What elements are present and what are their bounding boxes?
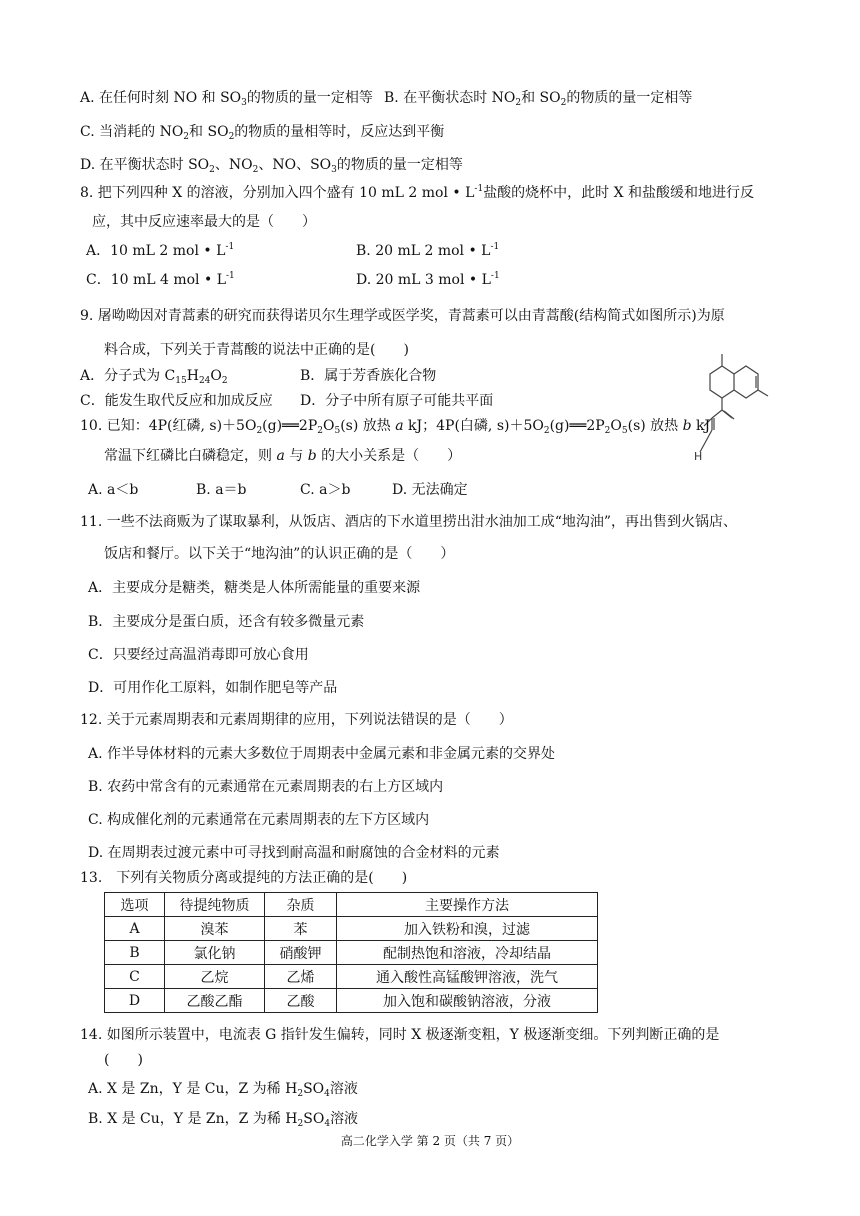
table-header-row bbox=[105, 893, 598, 917]
q10-option-d: D. 无法确定 bbox=[392, 482, 468, 498]
q11-stem: 11. 一些不法商贩为了谋取暴利，从饭店、酒店的下水道里捞出泔水油加工成“地沟油”，再出售到火锅店、 bbox=[80, 514, 738, 530]
table-cell: 苯 bbox=[265, 917, 337, 941]
table-cell: 加入饱和碳酸钠溶液，分液 bbox=[337, 989, 598, 1013]
table-row bbox=[105, 989, 598, 1013]
structure-h-label: H bbox=[694, 450, 703, 463]
q9-stem-cont: 料合成，下列关于青蒿酸的说法中正确的是( ) bbox=[104, 342, 409, 358]
q9-option-d: D．分子中所有原子可能共平面 bbox=[300, 393, 494, 409]
table-header: 主要操作方法 bbox=[337, 893, 598, 917]
q11-stem-cont: 饭店和餐厅。以下关于“地沟油”的认识正确的是（ ） bbox=[104, 546, 455, 562]
q12-option-c: C. 构成催化剂的元素通常在元素周期表的左下方区域内 bbox=[88, 812, 430, 828]
table-cell: 乙烷 bbox=[165, 965, 265, 989]
artemisinic-acid-structure bbox=[690, 348, 800, 468]
q14-stem: 14. 如图所示装置中，电流表 G 指针发生偏转，同时 X 极逐渐变粗，Y 极逐渐变细。下列判断正确的是 bbox=[80, 1027, 720, 1043]
q10-option-c: C. a＞b bbox=[300, 482, 351, 498]
q11-option-d: D．可用作化工原料，如制作肥皂等产品 bbox=[88, 680, 338, 696]
q7-option-a: A. 在任何时刻 NO 和 $SO_3$的物质的量一定相等 bbox=[80, 90, 373, 108]
q14-option-b: B. X 是 Cu，Y 是 Zn，Z 为稀 $H_2SO_4$溶液 bbox=[88, 1111, 359, 1129]
table-cell: 溴苯 bbox=[165, 917, 265, 941]
q9-option-a: A．分子式为 $C_{15}H_{24}O_2$ bbox=[80, 368, 228, 386]
q9-stem: 9. 屠呦呦因对青蒿素的研究而获得诺贝尔生理学或医学奖，青蒿素可以由青蒿酸(结构简式如图所示)为原 bbox=[80, 308, 725, 324]
q11-option-b: B．主要成分是蛋白质，还含有较多微量元素 bbox=[88, 614, 365, 630]
q14-stem-cont: ( ) bbox=[104, 1052, 143, 1068]
q13-stem: 13. 下列有关物质分离或提纯的方法正确的是( ) bbox=[80, 870, 408, 886]
q12-option-d: D. 在周期表过渡元素中可寻找到耐高温和耐腐蚀的合金材料的元素 bbox=[88, 845, 500, 861]
table-cell: C bbox=[105, 965, 165, 989]
q14-option-a: A. X 是 Zn，Y 是 Cu，Z 为稀 $H_2SO_4$溶液 bbox=[88, 1081, 358, 1099]
table-cell: 配制热饱和溶液，冷却结晶 bbox=[337, 941, 598, 965]
q13-table bbox=[104, 892, 598, 1013]
q7-option-d: D. 在平衡状态时 $SO_2$、$NO_2$、NO、$SO_3$的物质的量一定相等 bbox=[80, 157, 463, 175]
table-row bbox=[105, 965, 598, 989]
table-row bbox=[105, 941, 598, 965]
q11-option-a: A．主要成分是糖类，糖类是人体所需能量的重要来源 bbox=[88, 580, 421, 596]
q8-stem-cont: 应，其中反应速率最大的是（ ） bbox=[92, 214, 316, 230]
table-cell: 乙酸乙酯 bbox=[165, 989, 265, 1013]
q10-option-a: A. a＜b bbox=[88, 482, 139, 498]
q10-stem: 10. 已知：4P(红磷, $s)+5O_2(g)══2P_2O_5(s)$ 放热 a kJ；4P(白磷, $s)+5O_2(g)══2P_2O_5(s)$ 放热 b kJ bbox=[80, 418, 711, 436]
table-cell: 通入酸性高锰酸钾溶液，洗气 bbox=[337, 965, 598, 989]
q10-option-b: B. a＝b bbox=[196, 482, 247, 498]
q8-option-a: A．10 mL 2 mol • $L^{-1}$ bbox=[86, 242, 235, 259]
q8-option-b: B. 20 mL 2 mol • $L^{-1}$ bbox=[356, 242, 500, 259]
table-cell: 氯化钠 bbox=[165, 941, 265, 965]
q10-stem-cont: 常温下红磷比白磷稳定，则 a 与 b 的大小关系是（ ） bbox=[104, 448, 462, 464]
q11-option-c: C．只要经过高温消毒即可放心食用 bbox=[88, 647, 309, 663]
q7-option-c: C. 当消耗的 $NO_2$和 $SO_2$的物质的量相等时，反应达到平衡 bbox=[80, 124, 445, 142]
table-row bbox=[105, 917, 598, 941]
q7-option-b: B. 在平衡状态时 $NO_2$和 $SO_2$的物质的量一定相等 bbox=[384, 90, 693, 108]
page-footer: 高二化学入学 第 2 页（共 7 页） bbox=[340, 1134, 520, 1148]
table-cell: B bbox=[105, 941, 165, 965]
table-cell: 硝酸钾 bbox=[265, 941, 337, 965]
q12-option-a: A. 作半导体材料的元素大多数位于周期表中金属元素和非金属元素的交界处 bbox=[88, 746, 556, 762]
table-cell: 乙烯 bbox=[265, 965, 337, 989]
table-cell: A bbox=[105, 917, 165, 941]
table-cell: D bbox=[105, 989, 165, 1013]
q12-stem: 12. 关于元素周期表和元素周期律的应用，下列说法错误的是（ ） bbox=[80, 712, 513, 728]
table-cell: 乙酸 bbox=[265, 989, 337, 1013]
table-header: 选项 bbox=[105, 893, 165, 917]
table-header: 待提纯物质 bbox=[165, 893, 265, 917]
q8-option-d: D. 20 mL 3 mol • $L^{-1}$ bbox=[356, 271, 500, 288]
table-header: 杂质 bbox=[265, 893, 337, 917]
q8-stem: 8. 把下列四种 X 的溶液，分别加入四个盛有 10 mL 2 mol • $L^{-1}$盐酸的烧杯中，此时 X 和盐酸缓和地进行反 bbox=[80, 184, 755, 201]
q8-option-c: C．10 mL 4 mol • $L^{-1}$ bbox=[86, 271, 235, 288]
q9-option-c: C．能发生取代反应和加成反应 bbox=[80, 393, 273, 409]
q9-option-b: B．属于芳香族化合物 bbox=[300, 368, 437, 384]
table-cell: 加入铁粉和溴，过滤 bbox=[337, 917, 598, 941]
q12-option-b: B. 农药中常含有的元素通常在元素周期表的右上方区域内 bbox=[88, 779, 444, 795]
